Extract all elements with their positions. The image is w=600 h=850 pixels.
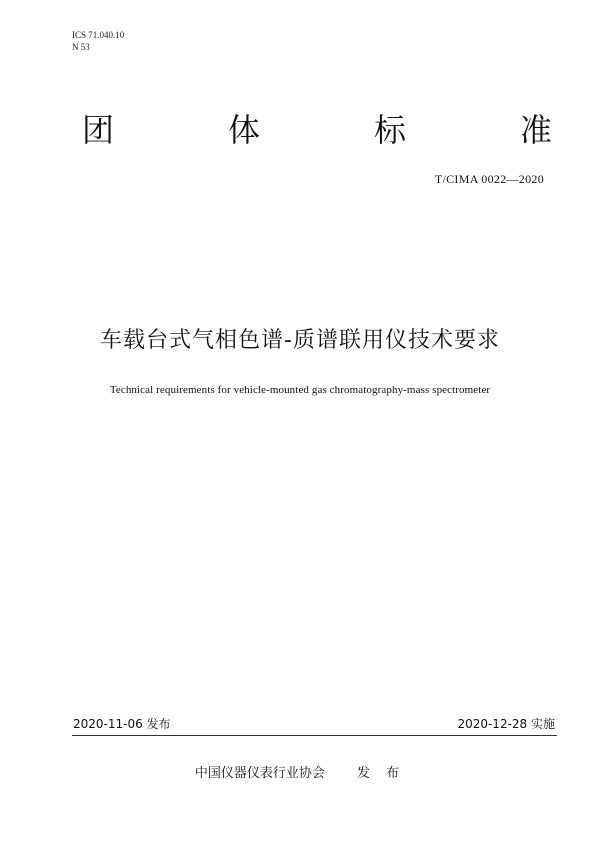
ics-code: ICS 71.040.10: [72, 30, 125, 40]
publisher-line: [0, 766, 600, 782]
standard-type-char: 准: [519, 111, 552, 149]
clc-code: N 53: [72, 42, 90, 52]
standard-type-heading: [82, 110, 552, 150]
publish-label: 发 布: [356, 766, 406, 781]
bottom-divider: [72, 735, 557, 736]
title-chinese: 车载台式气相色谱-质谱联用仪技术要求: [100, 328, 500, 353]
standard-type-char: 体: [227, 111, 260, 149]
standard-number: T/CIMA 0022—2020: [434, 172, 544, 186]
title-english: Technical requirements for vehicle-mounted gas chromatography-mass spectrometer: [109, 384, 491, 396]
publisher-name: 中国仪器仪表行业协会: [194, 766, 325, 781]
standard-type-char: 标: [373, 111, 406, 149]
top-divider: [72, 192, 557, 193]
standard-type-char: 团: [82, 111, 115, 149]
issue-date: 2020-11-06 发布: [73, 717, 171, 731]
implementation-date: 2020-12-28 实施: [457, 717, 555, 731]
